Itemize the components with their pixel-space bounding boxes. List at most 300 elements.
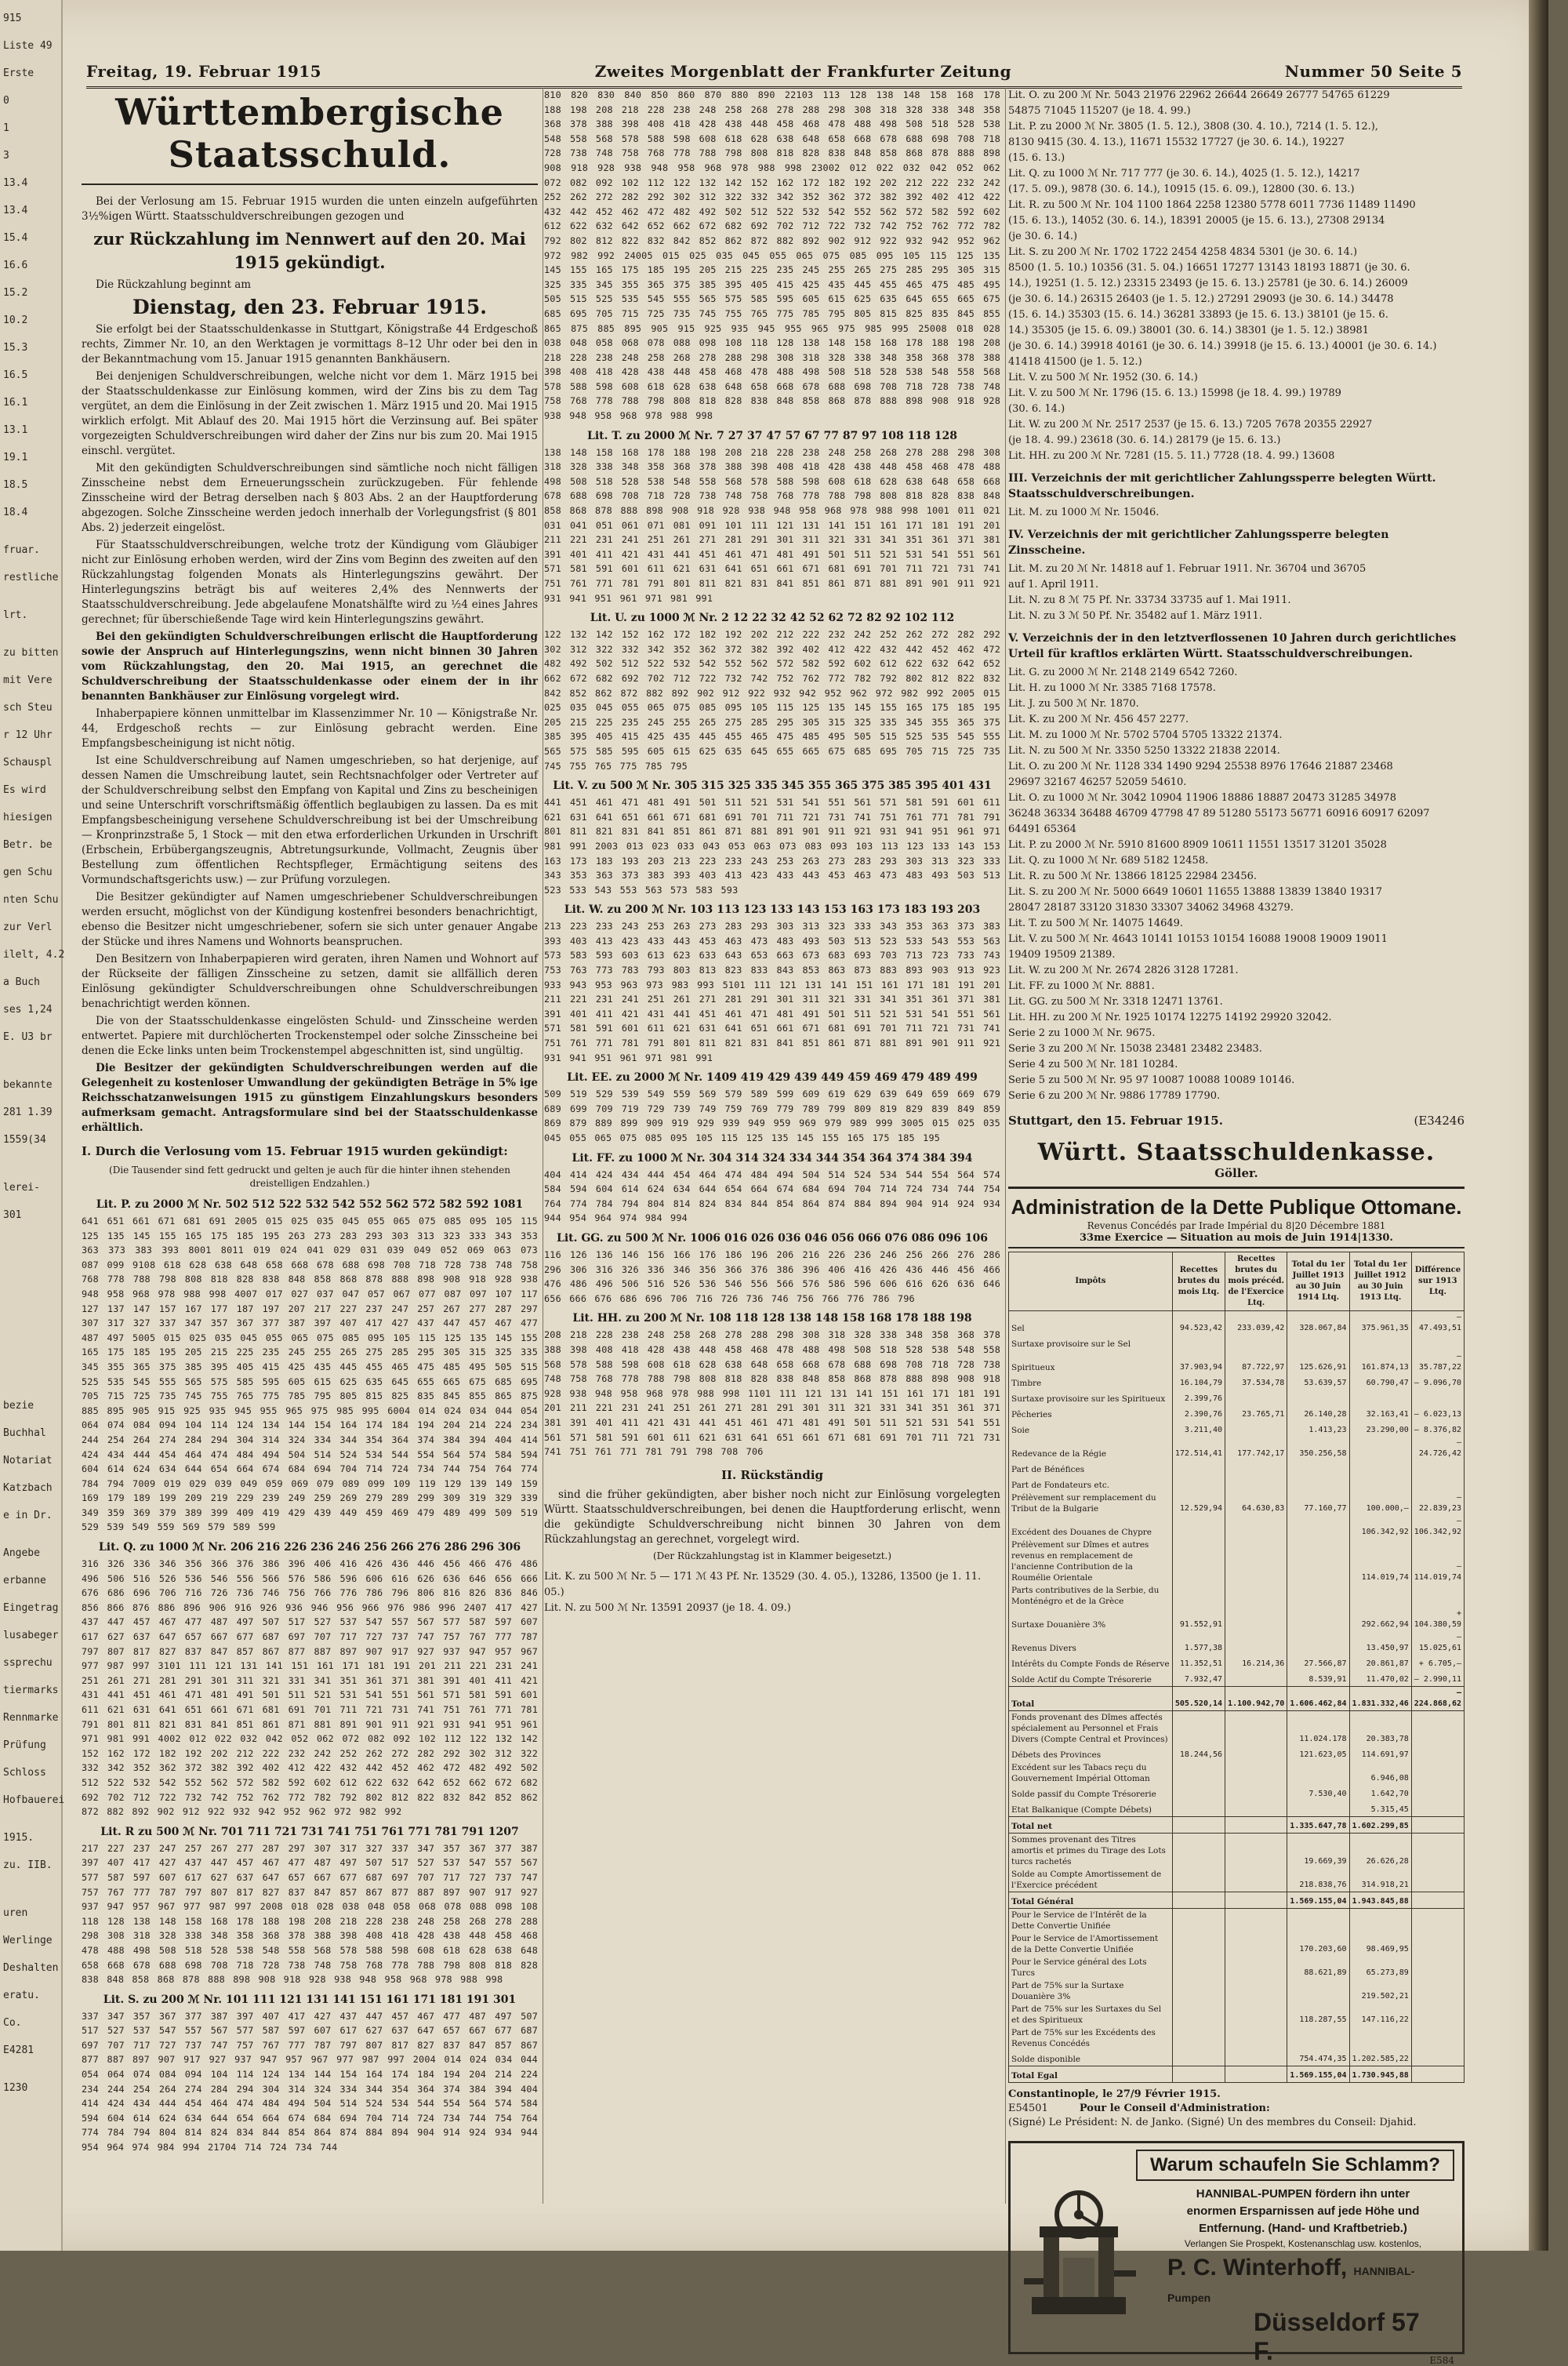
edge-text-fragment: 19.1: [3, 452, 28, 463]
table-row: [1009, 1405, 1465, 1421]
edge-text-fragment: e in Dr.: [3, 1510, 53, 1521]
edge-text-fragment: 13.1: [3, 424, 28, 436]
invalidated-entry: 28047 28187 33120 31830 33307 34062 34968 43279.: [1008, 902, 1294, 914]
edge-text-fragment: 15.3: [3, 342, 28, 354]
table-cell: [1287, 1608, 1349, 1631]
table-cell: [1349, 1460, 1411, 1476]
header-page-number: Nummer 50 Seite 5: [1284, 62, 1462, 81]
table-cell: [1287, 1335, 1349, 1350]
table-cell: [1287, 1801, 1349, 1817]
overdue-entry: 41418 41500 (je 1. 5. 12.): [1008, 356, 1142, 368]
table-cell: 11.024.178: [1287, 1711, 1349, 1746]
table-row: [1009, 1909, 1465, 1933]
invalidated-entry: Lit. G. zu 2000 ℳ Nr. 2148 2149 6542 7260.: [1008, 667, 1238, 678]
row-label: Parts contributives de la Serbie, du Monténégro et de la Grèce: [1009, 1584, 1173, 1608]
table-row: [1009, 2066, 1465, 2083]
row-label: Part de 75% sur les Surtaxes du Sel et des Spiritueux: [1009, 2003, 1173, 2026]
table-cell: [1172, 1801, 1225, 1817]
edge-text-fragment: Angebe: [3, 1547, 40, 1559]
header-publication: Zweites Morgenblatt der Frankfurter Zeitung: [594, 62, 1012, 81]
table-cell: 13.450,97: [1349, 1631, 1411, 1655]
table-row: [1009, 1817, 1465, 1834]
table-cell: [1411, 1785, 1464, 1801]
table-cell: [1225, 1761, 1287, 1785]
table-cell: 106.342,92: [1349, 1515, 1411, 1539]
table-cell: [1225, 2050, 1287, 2066]
paragraph: sind die früher gekündigten, aber bisher noch nicht zur Einlösung vorgelegten Württ. Staatsschuldverschreibungen, bei denen die Hauptforderung erlischt, wenn die gekündigte Schuldverschreibung nicht binnen 30 Jahren von dem Rückzahlungstag an gerechnet, vorgelegt wird.: [544, 1488, 1000, 1546]
ad-line: Entfernung. (Hand- und Kraftbetrieb.): [1199, 2222, 1407, 2235]
row-label: Intérêts du Compte Fonds de Réserve: [1009, 1655, 1173, 1670]
row-label: Part de Fondateurs etc.: [1009, 1476, 1173, 1492]
edge-text-fragment: bezie: [3, 1400, 34, 1412]
overdue-list: [1008, 88, 1465, 464]
invalidated-entry: Lit. O. zu 200 ℳ Nr. 1128 334 1490 9294 25538 8976 17646 21887 23468: [1008, 761, 1393, 772]
column-1: [82, 88, 543, 2204]
invalidated-entry: Lit. Q. zu 1000 ℳ Nr. 689 5182 12458.: [1008, 855, 1209, 867]
table-row: [1009, 2026, 1465, 2050]
table-row: [1009, 1584, 1465, 1608]
number-list: 810 820 830 840 850 860 870 880 890 22103 113 128 138 148 158 168 178 188 198 208 218 228 238 248 258 268 278 288 298 308 318 328 338 348 358 368 378 388 398 408 418 428 438 448 458 468 478 488 498 508 518 528 538 548 558 568 578 588 598 608 618 628 638 648 658 668 678 688 698 708 718 728 738 748 758 768 778 788 798 808 818 828 838 848 858 868 878 888 898 908 918 928 938 948 958 968 978 988 998 23002 012 022 032 042 052 062 072 082 092 102 112 122 132 142 152 162 172 182 192 202 212 222 232 242 252 262 272 282 292 302 312 322 332 342 352 362 372 382 392 402 412 422 432 442 452 462 472 482 492 502 512 522 532 542 552 562 572 582 592 602 612 622 632 642 652 662 672 682 692 702 712 722 732 742 752 762 772 782 792 802 812 822 832 842 852 862 872 882 892 902 912 922 932 942 952 962 972 982 992 24005 015 025 035 045 055 065 075 085 095 105 115 125 135 145 155 165 175 185 195 205 215 225 235 245 255 265 275 285 295 305 315 325 335 345 355 365 375 385 395 405 415 425 435 445 455 465 475 485 495 505 515 525 535 545 555 565 575 585 595 605 615 625 635 645 655 665 675 685 695 705 715 725 735 745 755 765 775 785 795 805 815 825 835 845 855 865 875 885 895 905 915 925 935 945 955 965 975 985 995 25008 018 028 038 048 058 068 078 088 098 108 118 128 138 148 158 168 178 188 198 208 218 228 238 248 258 268 278 288 298 308 318 328 338 348 358 368 378 388 398 408 418 428 438 448 458 468 478 488 498 508 518 528 538 548 558 568 578 588 598 608 618 628 638 648 658 668 678 688 698 708 718 728 738 748 758 768 778 788 798 808 818 828 838 848 858 868 878 888 898 908 918 928 938 948 958 968 978 988 998: [544, 89, 1000, 422]
footer-signatures: (Signé) Le Président: N. de Janko. (Signé) Un des membres du Conseil: Djahid.: [1008, 2117, 1417, 2128]
edge-text-fragment: lrt.: [3, 609, 28, 621]
table-cell: 20.861,87: [1349, 1655, 1411, 1670]
row-label: Surtaxe provisoire sur le Sel: [1009, 1335, 1173, 1350]
row-label: Etat Balkanique (Compte Débets): [1009, 1801, 1173, 1817]
row-label: Timbre: [1009, 1374, 1173, 1390]
table-cell: 65.273,89: [1349, 1956, 1411, 1979]
blocked-coupon-list: [1008, 562, 1465, 624]
table-cell: [1225, 1746, 1287, 1761]
invalidated-entry: Lit. V. zu 500 ℳ Nr. 4643 10141 10153 10154 16088 19008 19009 19011: [1008, 933, 1388, 945]
edge-text-fragment: Buchhal: [3, 1427, 46, 1439]
edge-text-fragment: 13.4: [3, 177, 28, 189]
edge-text-fragment: Liste 49: [3, 40, 53, 52]
table-cell: 88.621,89: [1287, 1956, 1349, 1979]
edge-text-fragment: Deshalten: [3, 1962, 59, 1974]
table-cell: [1349, 1584, 1411, 1608]
ad-company-name: P. C. Winterhoff,: [1167, 2255, 1348, 2281]
table-row: [1009, 1350, 1465, 1374]
edge-text-fragment: lerei-: [3, 1182, 40, 1194]
table-cell: 23.765,71: [1225, 1405, 1287, 1421]
table-cell: [1349, 1476, 1411, 1492]
series-heading: Lit. U. zu 1000 ℳ Nr. 2 12 22 32 42 52 62 72 82 92 102 112: [590, 612, 955, 625]
overdue-entry: Lit. N. zu 500 ℳ Nr. 13591 20937 (je 18. 4. 09.): [544, 1601, 791, 1614]
edge-text-fragment: 16.6: [3, 260, 28, 271]
row-label: Spiritueux: [1009, 1350, 1173, 1374]
ad-company-suffix: HANNIBAL-Pumpen: [1167, 2265, 1415, 2304]
row-label: Pour le Service général des Lots Turcs: [1009, 1956, 1173, 1979]
paragraph: Ist eine Schuldverschreibung auf Namen umgeschrieben, so hat derjenige, auf dessen Namen die Umschreibung lautet, sein Rechtsnachfolger oder Vertreter auf der Schuldverschreibung selbst den Empfang von Kapital und Zins zu bescheinigen und seine Unterschrift vorschriftsmäßig öffentlich beglaubigen zu lassen. Da es mit Empfangsbescheinigung versehene Schuldverschreibung ist bei der Umschreibung — Kronprinzstraße 5, 1 Stock — mit den etwa erforderlichen Urkunden in Urschrift (Erbschein, Erbübergangszeugnis, Abtretungsurkunde, Vollmacht, Zeugnis über Bestellung zum öffentlichen Rechtspfleger, Ermächtigung seitens des Vormundschaftsgerichts usw.) — zur Prüfung vorzulegen.: [82, 754, 538, 886]
overdue-entry: Lit. Q. zu 1000 ℳ Nr. 717 777 (je 30. 6. 14.), 4025 (1. 5. 12.), 14217: [1008, 168, 1360, 180]
table-cell: [1172, 1476, 1225, 1492]
table-cell: [1411, 1584, 1464, 1608]
invalidated-entry: Lit. N. zu 500 ℳ Nr. 3350 5250 13322 21838 22014.: [1008, 745, 1280, 757]
edge-text-fragment: 915: [3, 13, 22, 24]
edge-text-fragment: mit Vere: [3, 674, 53, 686]
edge-text-fragment: lusabeger: [3, 1630, 59, 1641]
table-cell: [1287, 1515, 1349, 1539]
table-cell: — 47.493,51: [1411, 1311, 1464, 1336]
overdue-entry: 14.), 19251 (1. 5. 12.) 23315 23493 (je 15. 6. 13.) 25781 (je 30. 6. 14.) 26009: [1008, 278, 1408, 289]
table-row: [1009, 1460, 1465, 1476]
table-cell: [1225, 1817, 1287, 1834]
overdue-entry: 54875 71045 115207 (je 18. 4. 99.): [1008, 105, 1191, 117]
number-list: 509 519 529 539 549 559 569 579 589 599 609 619 629 639 649 659 669 679 689 699 709 719 729 739 749 759 769 779 789 799 809 819 829 839 849 859 869 879 889 899 909 919 929 939 949 959 969 979 989 999 3005 015 025 035 045 055 065 075 085 095 105 115 125 135 145 155 165 175 185 195: [544, 1089, 1000, 1143]
table-row: [1009, 2003, 1465, 2026]
paragraph: Die Besitzer gekündigter auf Namen umgeschriebener Schuldverschreibungen werden ersucht, möglichst von der Kündigung kostenfrei besonders benachrichtigt, ebenso die Besitzer nicht umgeschriebener, sofern sie sich unter genauer Angabe der Stücke und ihres Namens und Wohnorts beanspruchen.: [82, 891, 538, 948]
edge-text-fragment: Es wird: [3, 784, 46, 796]
overdue-entry: (30. 6. 14.): [1008, 403, 1065, 415]
table-row: [1009, 1932, 1465, 1956]
table-cell: [1349, 2026, 1411, 2050]
row-label: Total Egal: [1009, 2066, 1173, 2083]
table-row: [1009, 1956, 1465, 1979]
table-cell: [1411, 2066, 1464, 2083]
table-row: [1009, 1631, 1465, 1655]
ottoman-footer: [1008, 2088, 1465, 2130]
edge-text-fragment: 16.5: [3, 369, 28, 381]
edge-text-fragment: nten Schu: [3, 894, 59, 906]
table-cell: [1225, 1608, 1287, 1631]
table-cell: 1.569.155,04: [1287, 2066, 1349, 2083]
row-label: Redevance de la Régie: [1009, 1437, 1173, 1460]
row-label: Pour le Service de l'Amortissement de la Dette Convertie Unifiée: [1009, 1932, 1173, 1956]
table-cell: 147.116,22: [1349, 2003, 1411, 2026]
table-cell: 505.520,14: [1172, 1687, 1225, 1711]
edge-text-fragment: Betr. be: [3, 839, 53, 851]
table-cell: 1.943.845,88: [1349, 1892, 1411, 1909]
ad-company: [1167, 2255, 1454, 2308]
row-label: Total: [1009, 1687, 1173, 1711]
number-list: 217 227 237 247 257 267 277 287 297 307 317 327 337 347 357 367 377 387 397 407 417 427 437 447 457 467 477 487 497 507 517 527 537 547 557 567 577 587 597 607 617 627 637 647 657 667 677 687 697 707 717 727 737 747 757 767 777 787 797 807 817 827 837 847 857 867 877 887 897 907 917 927 937 947 957 967 977 987 997 2008 018 028 038 048 058 068 078 088 098 108 118 128 138 148 158 168 178 188 198 208 218 228 238 248 258 268 278 288 298 308 318 328 338 348 358 368 378 388 398 408 418 428 438 448 458 468 478 488 498 508 518 528 538 548 558 568 578 588 598 608 618 628 638 648 658 668 678 688 698 708 718 728 738 748 758 768 778 788 798 808 818 828 838 848 858 868 878 888 898 908 918 928 938 948 958 968 978 988 998: [82, 1842, 538, 1986]
column-2: [544, 88, 1006, 2204]
ad-code: E584: [1429, 2355, 1454, 2366]
invalidated-entry: Lit. T. zu 500 ℳ Nr. 14075 14649.: [1008, 918, 1184, 929]
table-cell: [1411, 1817, 1464, 1834]
invalidated-entry: Lit. K. zu 200 ℳ Nr. 456 457 2277.: [1008, 714, 1189, 725]
table-cell: [1172, 1979, 1225, 2003]
table-cell: 375.961,35: [1349, 1311, 1411, 1336]
table-cell: [1287, 1390, 1349, 1405]
repayment-date: Dienstag, den 23. Februar 1915.: [132, 296, 487, 318]
table-cell: — 6.023,13: [1411, 1405, 1464, 1421]
edge-text-fragment: zur Verl: [3, 921, 53, 933]
table-cell: [1411, 2050, 1464, 2066]
table-cell: [1172, 1711, 1225, 1746]
edge-text-fragment: Rennmarke: [3, 1712, 59, 1724]
table-cell: 8.539,91: [1287, 1670, 1349, 1687]
table-cell: [1172, 2066, 1225, 2083]
blocked-coupon-entry: auf 1. April 1911.: [1008, 579, 1099, 591]
overdue-entry: (15. 6. 14.) 35303 (15. 6. 14.) 36281 33893 (je 15. 6. 13.) 38101 (je 15. 6.: [1008, 309, 1388, 321]
table-cell: [1287, 1584, 1349, 1608]
table-cell: 2.399,76: [1172, 1390, 1225, 1405]
table-row: [1009, 1892, 1465, 1909]
table-cell: + 104.380,59: [1411, 1608, 1464, 1631]
table-cell: [1225, 2003, 1287, 2026]
series-heading: Lit. T. zu 2000 ℳ Nr. 7 27 37 47 57 67 77 87 97 108 118 128: [587, 429, 957, 442]
table-cell: [1172, 2050, 1225, 2066]
paragraph: Bei denjenigen Schuldverschreibungen, welche nicht vor dem 1. März 1915 bei der Staatsschuldenkasse zur Einlösung kommen, wird der Zins bis zu dem Tag vergütet, an dem die Einlösung in der Zeit zwischen 1. März 1915 und 20. Mai 1915 wirklich erfolgt. Mit Ablauf des 20. Mai 1915 hört die Verzinsung auf. Bei später vorgezeigten Schuldverschreibungen wird daher der Zins nur bis zum 20. Mai 1915 einschl. vergütet.: [82, 370, 538, 457]
number-list: 337 347 357 367 377 387 397 407 417 427 437 447 457 467 477 487 497 507 517 527 537 547 557 567 577 587 597 607 617 627 637 647 657 667 677 687 697 707 717 727 737 747 757 767 777 787 797 807 817 827 837 847 857 867 877 887 897 907 917 927 937 947 957 967 977 987 997 2004 014 024 034 044 054 064 074 084 094 104 114 124 134 144 154 164 174 184 194 204 214 224 234 244 254 264 274 284 294 304 314 324 334 344 354 364 374 384 394 404 414 424 434 444 454 464 474 484 494 504 514 524 534 544 554 564 574 584 594 604 614 624 634 644 654 664 674 684 694 704 714 724 734 744 754 764 774 784 794 804 814 824 834 844 854 864 874 884 894 904 914 924 934 944 954 964 974 984 994 21704 714 724 734 744: [82, 2010, 538, 2153]
table-cell: 172.514,41: [1172, 1437, 1225, 1460]
table-cell: 219.502,21: [1349, 1979, 1411, 2003]
table-header: Impôts: [1009, 1252, 1173, 1311]
edge-text-fragment: E. U3 br: [3, 1031, 53, 1043]
number-list: 208 218 228 238 248 258 268 278 288 298 308 318 328 338 348 358 368 378 388 398 408 418 428 438 448 458 468 478 488 498 508 518 528 538 548 558 568 578 588 598 608 618 628 638 648 658 668 678 688 698 708 718 728 738 748 758 768 778 788 798 808 818 828 838 848 858 868 878 888 898 908 918 928 938 948 958 968 978 988 998 1101 111 121 131 141 151 161 171 181 191 201 211 221 231 241 251 261 271 281 291 301 311 321 331 341 351 361 371 381 391 401 411 421 431 441 451 461 471 481 491 501 511 521 531 541 551 561 571 581 591 601 611 621 631 641 651 661 671 681 691 701 711 721 731 741 751 761 771 781 791 798 708 706: [544, 1329, 1000, 1458]
table-cell: [1225, 1711, 1287, 1746]
edge-text-fragment: 1230: [3, 2082, 28, 2094]
table-cell: 11.352,51: [1172, 1655, 1225, 1670]
edge-text-fragment: Notariat: [3, 1455, 53, 1466]
invalidated-entry: Lit. J. zu 500 ℳ Nr. 1870.: [1008, 698, 1139, 710]
table-row: [1009, 1687, 1465, 1711]
table-cell: — 35.787,22: [1411, 1350, 1464, 1374]
edge-text-fragment: 15.2: [3, 287, 28, 299]
table-cell: [1225, 1390, 1287, 1405]
table-cell: 32.163,41: [1349, 1405, 1411, 1421]
number-list: 116 126 136 146 156 166 176 186 196 206 216 226 236 246 256 266 276 286 296 306 316 326 336 346 356 366 376 386 396 406 416 426 436 446 456 466 476 486 496 506 516 526 536 546 556 566 576 586 596 606 616 626 636 646 656 666 676 686 696 706 716 726 736 746 756 766 776 786 796: [544, 1248, 1000, 1304]
signatory: Göller.: [1214, 1166, 1258, 1180]
table-cell: [1172, 1868, 1225, 1892]
overdue-entry: (17. 5. 09.), 9878 (30. 6. 14.), 10915 (15. 6. 09.), 12800 (30. 6. 13.): [1008, 184, 1355, 195]
series-heading: Lit. R zu 500 ℳ Nr. 701 711 721 731 741 751 761 771 781 791 1207: [100, 1825, 519, 1838]
table-cell: [1225, 1932, 1287, 1956]
ad-code: E54501: [1008, 2103, 1048, 2114]
edge-text-fragment: Co.: [3, 2017, 22, 2029]
row-label: Part de 75% sur la Surtaxe Douanière 3%: [1009, 1979, 1173, 2003]
table-cell: [1225, 1515, 1287, 1539]
edge-text-fragment: 1559(34: [3, 1134, 46, 1146]
overdue-entry: 8130 9415 (30. 4. 13.), 11671 15532 17727 (je 30. 6. 14.), 19227: [1008, 136, 1345, 148]
table-header: Différence sur 1913 Ltq.: [1411, 1252, 1464, 1311]
table-cell: 94.523,42: [1172, 1311, 1225, 1336]
table-cell: 233.039,42: [1225, 1311, 1287, 1336]
paragraph: Die Rückzahlung beginnt am: [96, 278, 252, 291]
table-cell: 161.874,13: [1349, 1350, 1411, 1374]
table-cell: [1172, 1761, 1225, 1785]
table-row: [1009, 1834, 1465, 1869]
number-list: 441 451 461 471 481 491 501 511 521 531 541 551 561 571 581 591 601 611 621 631 641 651 661 671 681 691 701 711 721 731 741 751 761 771 781 791 801 811 821 831 841 851 861 871 881 891 901 911 921 931 941 951 961 971 981 991 2003 013 023 033 043 053 063 073 083 093 103 113 123 133 143 153 163 173 183 193 203 213 223 233 243 253 263 273 283 293 303 313 323 333 343 353 363 373 383 393 403 413 423 433 443 453 463 473 483 493 503 513 523 533 543 553 563 573 583 593: [544, 797, 1000, 896]
invalidated-entry: Serie 6 zu 200 ℳ Nr. 9886 17789 17790.: [1008, 1090, 1221, 1102]
table-cell: 1.642,70: [1349, 1785, 1411, 1801]
table-cell: — 15.025,61: [1411, 1631, 1464, 1655]
row-label: Soie: [1009, 1421, 1173, 1437]
table-cell: — 224.868,62: [1411, 1687, 1464, 1711]
table-cell: 7.530,40: [1287, 1785, 1349, 1801]
invalidated-entry: Serie 5 zu 500 ℳ Nr. 95 97 10087 10088 10089 10146.: [1008, 1074, 1295, 1086]
table-cell: 218.838,76: [1287, 1868, 1349, 1892]
signature-line: [1008, 1114, 1465, 1128]
table-cell: [1225, 1892, 1287, 1909]
row-label: Surtaxe provisoire sur les Spiritueux: [1009, 1390, 1173, 1405]
ad-line: HANNIBAL-PUMPEN fördern ihn unter: [1196, 2187, 1410, 2201]
series-heading: Lit. P. zu 2000 ℳ Nr. 502 512 522 532 542 552 562 572 582 592 1081: [96, 1198, 524, 1211]
table-cell: 114.019,74: [1349, 1539, 1411, 1584]
table-cell: [1287, 1761, 1349, 1785]
invalidated-entry: Lit. GG. zu 500 ℳ Nr. 3318 12471 13761.: [1008, 996, 1223, 1008]
table-cell: [1287, 1909, 1349, 1933]
edge-text-fragment: tiermarks: [3, 1685, 59, 1696]
overdue-entry: 8500 (1. 5. 10.) 10356 (31. 5. 04.) 16651 17277 13143 18193 18871 (je 30. 6.: [1008, 262, 1410, 274]
ad-code: (E34246: [1414, 1114, 1465, 1128]
table-cell: [1411, 1909, 1464, 1933]
table-cell: [1172, 1584, 1225, 1608]
table-row: [1009, 1335, 1465, 1350]
table-cell: [1172, 1785, 1225, 1801]
edge-text-fragment: Hofbauerei: [3, 1794, 65, 1806]
table-cell: [1225, 1670, 1287, 1687]
table-cell: [1287, 1460, 1349, 1476]
invalidated-entry: Lit. W. zu 200 ℳ Nr. 2674 2826 3128 17281.: [1008, 965, 1239, 976]
table-cell: [1411, 1834, 1464, 1869]
paragraph: Die Besitzer der gekündigten Schuldverschreibungen werden auf die Gelegenheit zu kostenloser Umwandlung der gekündigten Beträge in 5% ige Reichsschatzanweisungen 1915 zu günstigem Einzahlungskurs besonders aufmerksam gemacht. Antragsformulare sind bei der Staatsschuldenkasse erhältlich.: [82, 1062, 538, 1134]
table-row: [1009, 1761, 1465, 1785]
table-cell: [1225, 1476, 1287, 1492]
blocked-coupon-entry: Lit. N. zu 8 ℳ 75 Pf. Nr. 33734 33735 auf 1. Mai 1911.: [1008, 594, 1291, 606]
paragraph: Bei den gekündigten Schuldverschreibungen erlischt die Hauptforderung sowie der Anspruch auf Hinterlegungszins, wenn nicht binnen 30 Jahren vom Rückzahlungstag, den 20. Mai 1915, an gerechnet die Schuldverschreibung der Staatsschuldenkasse oder einem der in ihr benannten Bankhäuser zur Einlösung vorgelegt wird.: [82, 631, 538, 703]
book-binding: [1529, 0, 1548, 2251]
table-cell: 53.639,57: [1287, 1374, 1349, 1390]
table-header: Total du 1er Juillet 1913 au 30 Juin 1914 Ltq.: [1287, 1252, 1349, 1311]
overdue-entry: (je 30. 6. 14.) 39918 40161 (je 30. 6. 14.) 39918 (je 15. 6. 13.) 40001 (je 30. 6. 14.): [1008, 340, 1437, 352]
ad-line: enormen Ersparnissen auf jede Höhe und: [1186, 2204, 1420, 2218]
table-row: [1009, 1785, 1465, 1801]
edge-text-fragment: ssprechu: [3, 1657, 53, 1669]
table-cell: [1225, 1539, 1287, 1584]
edge-text-fragment: gen Schu: [3, 867, 53, 878]
table-row: [1009, 1374, 1465, 1390]
table-header: Recettes brutes du mois précéd. de l'Exercice Ltq.: [1225, 1252, 1287, 1311]
section-heading: I. Durch die Verlosung vom 15. Februar 1915 wurden gekündigt:: [82, 1144, 508, 1158]
table-cell: [1349, 1909, 1411, 1933]
overdue-entry: (je 30. 6. 14.) 26315 26403 (je 1. 5. 12.) 27291 29093 (je 30. 6. 14.) 34478: [1008, 293, 1394, 305]
table-cell: — 106.342,92: [1411, 1515, 1464, 1539]
edge-text-fragment: r 12 Uhr: [3, 729, 53, 741]
table-header: Recettes brutes du mois Ltq.: [1172, 1252, 1225, 1311]
table-cell: [1349, 1335, 1411, 1350]
table-cell: 18.244,56: [1172, 1746, 1225, 1761]
ottoman-debt-exercise: 33me Exercice — Situation au mois de Juin 1914|1330.: [1008, 1232, 1465, 1248]
table-cell: 1.577,38: [1172, 1631, 1225, 1655]
row-label: Sommes provenant des Titres amortis et primes du Tirage des Lots turcs rachetés: [1009, 1834, 1173, 1869]
overdue-entry: (je 18. 4. 99.) 23618 (30. 6. 14.) 28179 (je 15. 6. 13.): [1008, 434, 1281, 446]
series-heading: Lit. V. zu 500 ℳ Nr. 305 315 325 335 345 355 365 375 385 395 401 431: [553, 780, 992, 793]
table-cell: + 6.705,—: [1411, 1655, 1464, 1670]
table-row: [1009, 1868, 1465, 1892]
overdue-entry: Lit. R. zu 500 ℳ Nr. 104 1100 1864 2258 12380 5778 6011 7736 11489 11490: [1008, 199, 1416, 211]
invalidated-entry: Lit. HH. zu 200 ℳ Nr. 1925 10174 12275 14192 29920 32042.: [1008, 1012, 1332, 1023]
table-cell: 19.669,39: [1287, 1834, 1349, 1869]
overdue-entry: (je 30. 6. 14.): [1008, 231, 1078, 242]
table-row: [1009, 1390, 1465, 1405]
overdue-entry: Lit. P. zu 2000 ℳ Nr. 3805 (1. 5. 12.), 3808 (30. 4. 10.), 7214 (1. 5. 12.),: [1008, 121, 1378, 133]
invalidated-entry: Serie 3 zu 200 ℳ Nr. 15038 23481 23482 23483.: [1008, 1043, 1262, 1055]
series-heading: Lit. HH. zu 200 ℳ Nr. 108 118 128 138 148 158 168 178 188 198: [572, 1312, 972, 1325]
edge-text-fragment: zu bitten: [3, 647, 59, 659]
table-cell: [1225, 1909, 1287, 1933]
section-note: (Die Tausender sind fett gedruckt und gelten je auch für die hinter ihnen stehenden dreistelligen Endzahlen.): [109, 1165, 510, 1189]
table-cell: 26.140,28: [1287, 1405, 1349, 1421]
adjacent-page-edge: [0, 0, 63, 2251]
invalidated-entry: Lit. H. zu 1000 ℳ Nr. 3385 7168 17578.: [1008, 682, 1216, 694]
table-cell: 20.383,78: [1349, 1711, 1411, 1746]
paragraph: Die von der Staatsschuldenkasse eingelösten Schuld- und Zinsscheine werden entwertet. Papiere mit durchlöcherten Trockenstempel oder solche Zinsscheine bei denen die Ecke links unten beim Trockenstempel abgeschnitten ist, sind ungültig.: [82, 1015, 538, 1057]
table-cell: [1225, 1584, 1287, 1608]
table-cell: [1411, 1476, 1464, 1492]
table-cell: 1.730.945,88: [1349, 2066, 1411, 2083]
table-cell: 27.566,87: [1287, 1655, 1349, 1670]
invalidated-entry: Lit. R. zu 500 ℳ Nr. 13866 18125 22984 23456.: [1008, 870, 1258, 882]
row-label: Surtaxe Douanière 3%: [1009, 1608, 1173, 1631]
row-label: Prélèvement sur Dîmes et autres revenus en remplacement de l'ancienne Contribution de la Roumélie Orientale: [1009, 1539, 1173, 1584]
header-date: Freitag, 19. Februar 1915: [86, 62, 322, 81]
table-row: [1009, 1670, 1465, 1687]
table-cell: 16.104,79: [1172, 1374, 1225, 1390]
table-row: [1009, 1746, 1465, 1761]
table-cell: [1172, 1932, 1225, 1956]
edge-text-fragment: Schauspl: [3, 757, 53, 769]
series-heading: Lit. Q. zu 1000 ℳ Nr. 206 216 226 236 246 256 266 276 286 296 306: [98, 1541, 521, 1554]
table-cell: 60.790,47: [1349, 1374, 1411, 1390]
row-label: Solde Actif du Compte Trésorerie: [1009, 1670, 1173, 1687]
invalidated-entry: Lit. S. zu 200 ℳ Nr. 5000 6649 10601 11655 13888 13839 13840 19317: [1008, 886, 1382, 898]
edge-text-fragment: restliche: [3, 572, 59, 583]
table-cell: [1411, 1868, 1464, 1892]
ad-body: [1152, 2186, 1454, 2250]
table-cell: 100.000,—: [1349, 1492, 1411, 1515]
row-label: Pour le Service de l'Intérêt de la Dette Convertie Unifiée: [1009, 1909, 1173, 1933]
table-cell: 350.256,58: [1287, 1437, 1349, 1460]
row-label: Total net: [1009, 1817, 1173, 1834]
table-cell: 1.202.585,22: [1349, 2050, 1411, 2066]
ad-headline: Warum schaufeln Sie Schlamm?: [1136, 2150, 1454, 2181]
series-heading: Lit. FF. zu 1000 ℳ Nr. 304 314 324 334 344 354 364 374 384 394: [572, 1151, 973, 1165]
table-row: [1009, 1539, 1465, 1584]
table-cell: 177.742,17: [1225, 1437, 1287, 1460]
table-cell: [1225, 1868, 1287, 1892]
table-cell: [1172, 1539, 1225, 1584]
table-cell: 77.160,77: [1287, 1492, 1349, 1515]
row-label: Fonds provenant des Dîmes affectés spécialement au Personnel et Frais Divers (Compte Central et Provinces): [1009, 1711, 1173, 1746]
edge-text-fragment: 301: [3, 1209, 22, 1221]
row-label: Total Général: [1009, 1892, 1173, 1909]
table-header: Total du 1er Juillet 1912 au 30 Juin 1913 Ltq.: [1349, 1252, 1411, 1311]
issuer-name: Württ. Staatsschuldenkasse.: [1037, 1139, 1436, 1166]
table-cell: 1.602.299,85: [1349, 1817, 1411, 1834]
row-label: Débets des Provinces: [1009, 1746, 1173, 1761]
table-cell: 91.552,91: [1172, 1608, 1225, 1631]
edge-text-fragment: 0: [3, 95, 9, 107]
table-cell: [1225, 1834, 1287, 1869]
table-cell: — 24.726,42: [1411, 1437, 1464, 1460]
table-cell: [1411, 1390, 1464, 1405]
paragraph: Bei der Verlosung am 15. Februar 1915 wurden die unten einzeln aufgeführten 3½%igen Württ. Staatsschuldverschreibungen gezogen und: [82, 195, 538, 223]
overdue-entry: 14.) 35305 (je 15. 6. 09.) 38001 (30. 6. 14.) 38301 (je 1. 5. 12.) 38981: [1008, 325, 1370, 336]
row-label: Part de 75% sur les Excédents des Revenus Concédés: [1009, 2026, 1173, 2050]
page-header: [86, 61, 1462, 89]
paragraph: Sie erfolgt bei der Staatsschuldenkasse in Stuttgart, Königstraße 44 Erdgeschoß rechts, Zimmer Nr. 10, an den Werktagen je vormittags 8–12 Uhr oder bei den in der Bekanntmachung vom 15. Januar 1915 genannten Bankhäusern.: [82, 323, 538, 365]
invalidated-entry: Lit. O. zu 1000 ℳ Nr. 3042 10904 11906 18886 18887 20473 31285 34978: [1008, 792, 1396, 804]
table-cell: [1225, 1460, 1287, 1476]
edge-text-fragment: uren: [3, 1907, 28, 1919]
table-row: [1009, 1311, 1465, 1336]
table-cell: [1411, 1761, 1464, 1785]
table-cell: [1172, 1892, 1225, 1909]
invalidated-list: [1008, 665, 1465, 1104]
overdue-entry: Lit. K. zu 500 ℳ Nr. 5 — 171 ℳ 43 Pf. Nr. 13529 (30. 4. 05.), 13286, 13500 (je 1. 11. 05.): [544, 1570, 982, 1598]
